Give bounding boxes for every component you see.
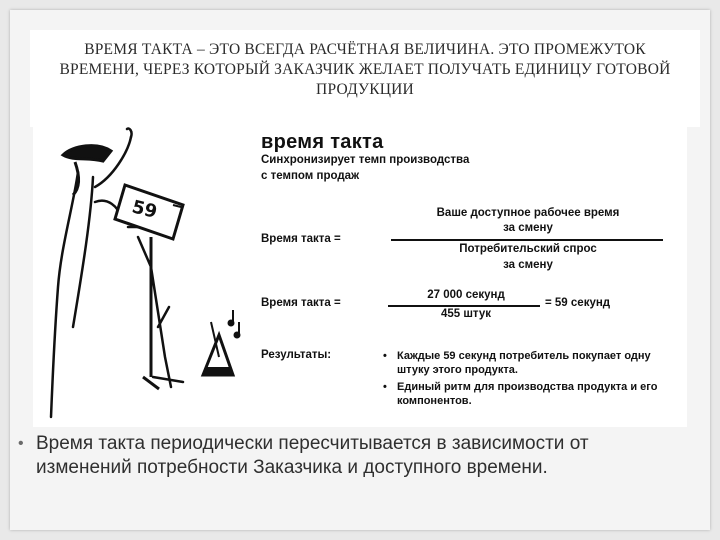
formula1-denominator-line2: за смену — [503, 259, 553, 271]
sheet-number: 59 — [129, 196, 160, 223]
formula1-fraction-line — [391, 239, 663, 241]
slide-bullet-text: Время такта периодически пересчитывается в зависимости от изменений потребности Заказчика и доступного времени. — [36, 433, 589, 478]
slide-title: ВРЕМЯ ТАКТА – ЭТО ВСЕГДА РАСЧЁТНАЯ ВЕЛИЧИНА. ЭТО ПРОМЕЖУТОК ВРЕМЕНИ, ЧЕРЕЗ КОТОРЫЙ ЗАКАЗЧИК ЖЕЛАЕТ ПОЛУЧАТЬ ЕДИНИЦУ ГОТОВОЙ ПРОДУКЦИИ — [59, 41, 671, 98]
results-item: • Каждые 59 секунд потребитель покупает одну штуку этого продукта. — [381, 349, 681, 377]
metronome-icon — [203, 322, 233, 375]
formula1-denominator-line1: Потребительский спрос — [459, 243, 597, 255]
formula2-denominator: 455 штук — [440, 308, 492, 320]
formula1-numerator-line1: Ваше доступное рабочее время — [436, 207, 620, 219]
music-notes-icon — [229, 310, 240, 338]
figure-subtitle-line1: Синхронизирует темп производства — [261, 154, 470, 166]
formula2-fraction-line — [388, 305, 540, 307]
formula2-numerator: 27 000 секунд — [427, 289, 505, 301]
formula1-label: Время такта = — [261, 233, 341, 245]
results-item: • Единый ритм для производства продукта и его компонентов. — [381, 380, 681, 408]
bullet-dot-icon: • — [18, 435, 24, 452]
formula2-label: Время такта = — [261, 297, 341, 309]
results-label: Результаты: — [261, 349, 332, 361]
formula1-numerator-line2: за смену — [503, 222, 553, 234]
figure-subtitle-line2: с темпом продаж — [261, 170, 360, 182]
results-list — [381, 349, 681, 411]
formula2-result: = 59 секунд — [545, 297, 611, 309]
figure-heading: время такта — [261, 131, 384, 153]
takt-time-figure — [33, 127, 687, 427]
